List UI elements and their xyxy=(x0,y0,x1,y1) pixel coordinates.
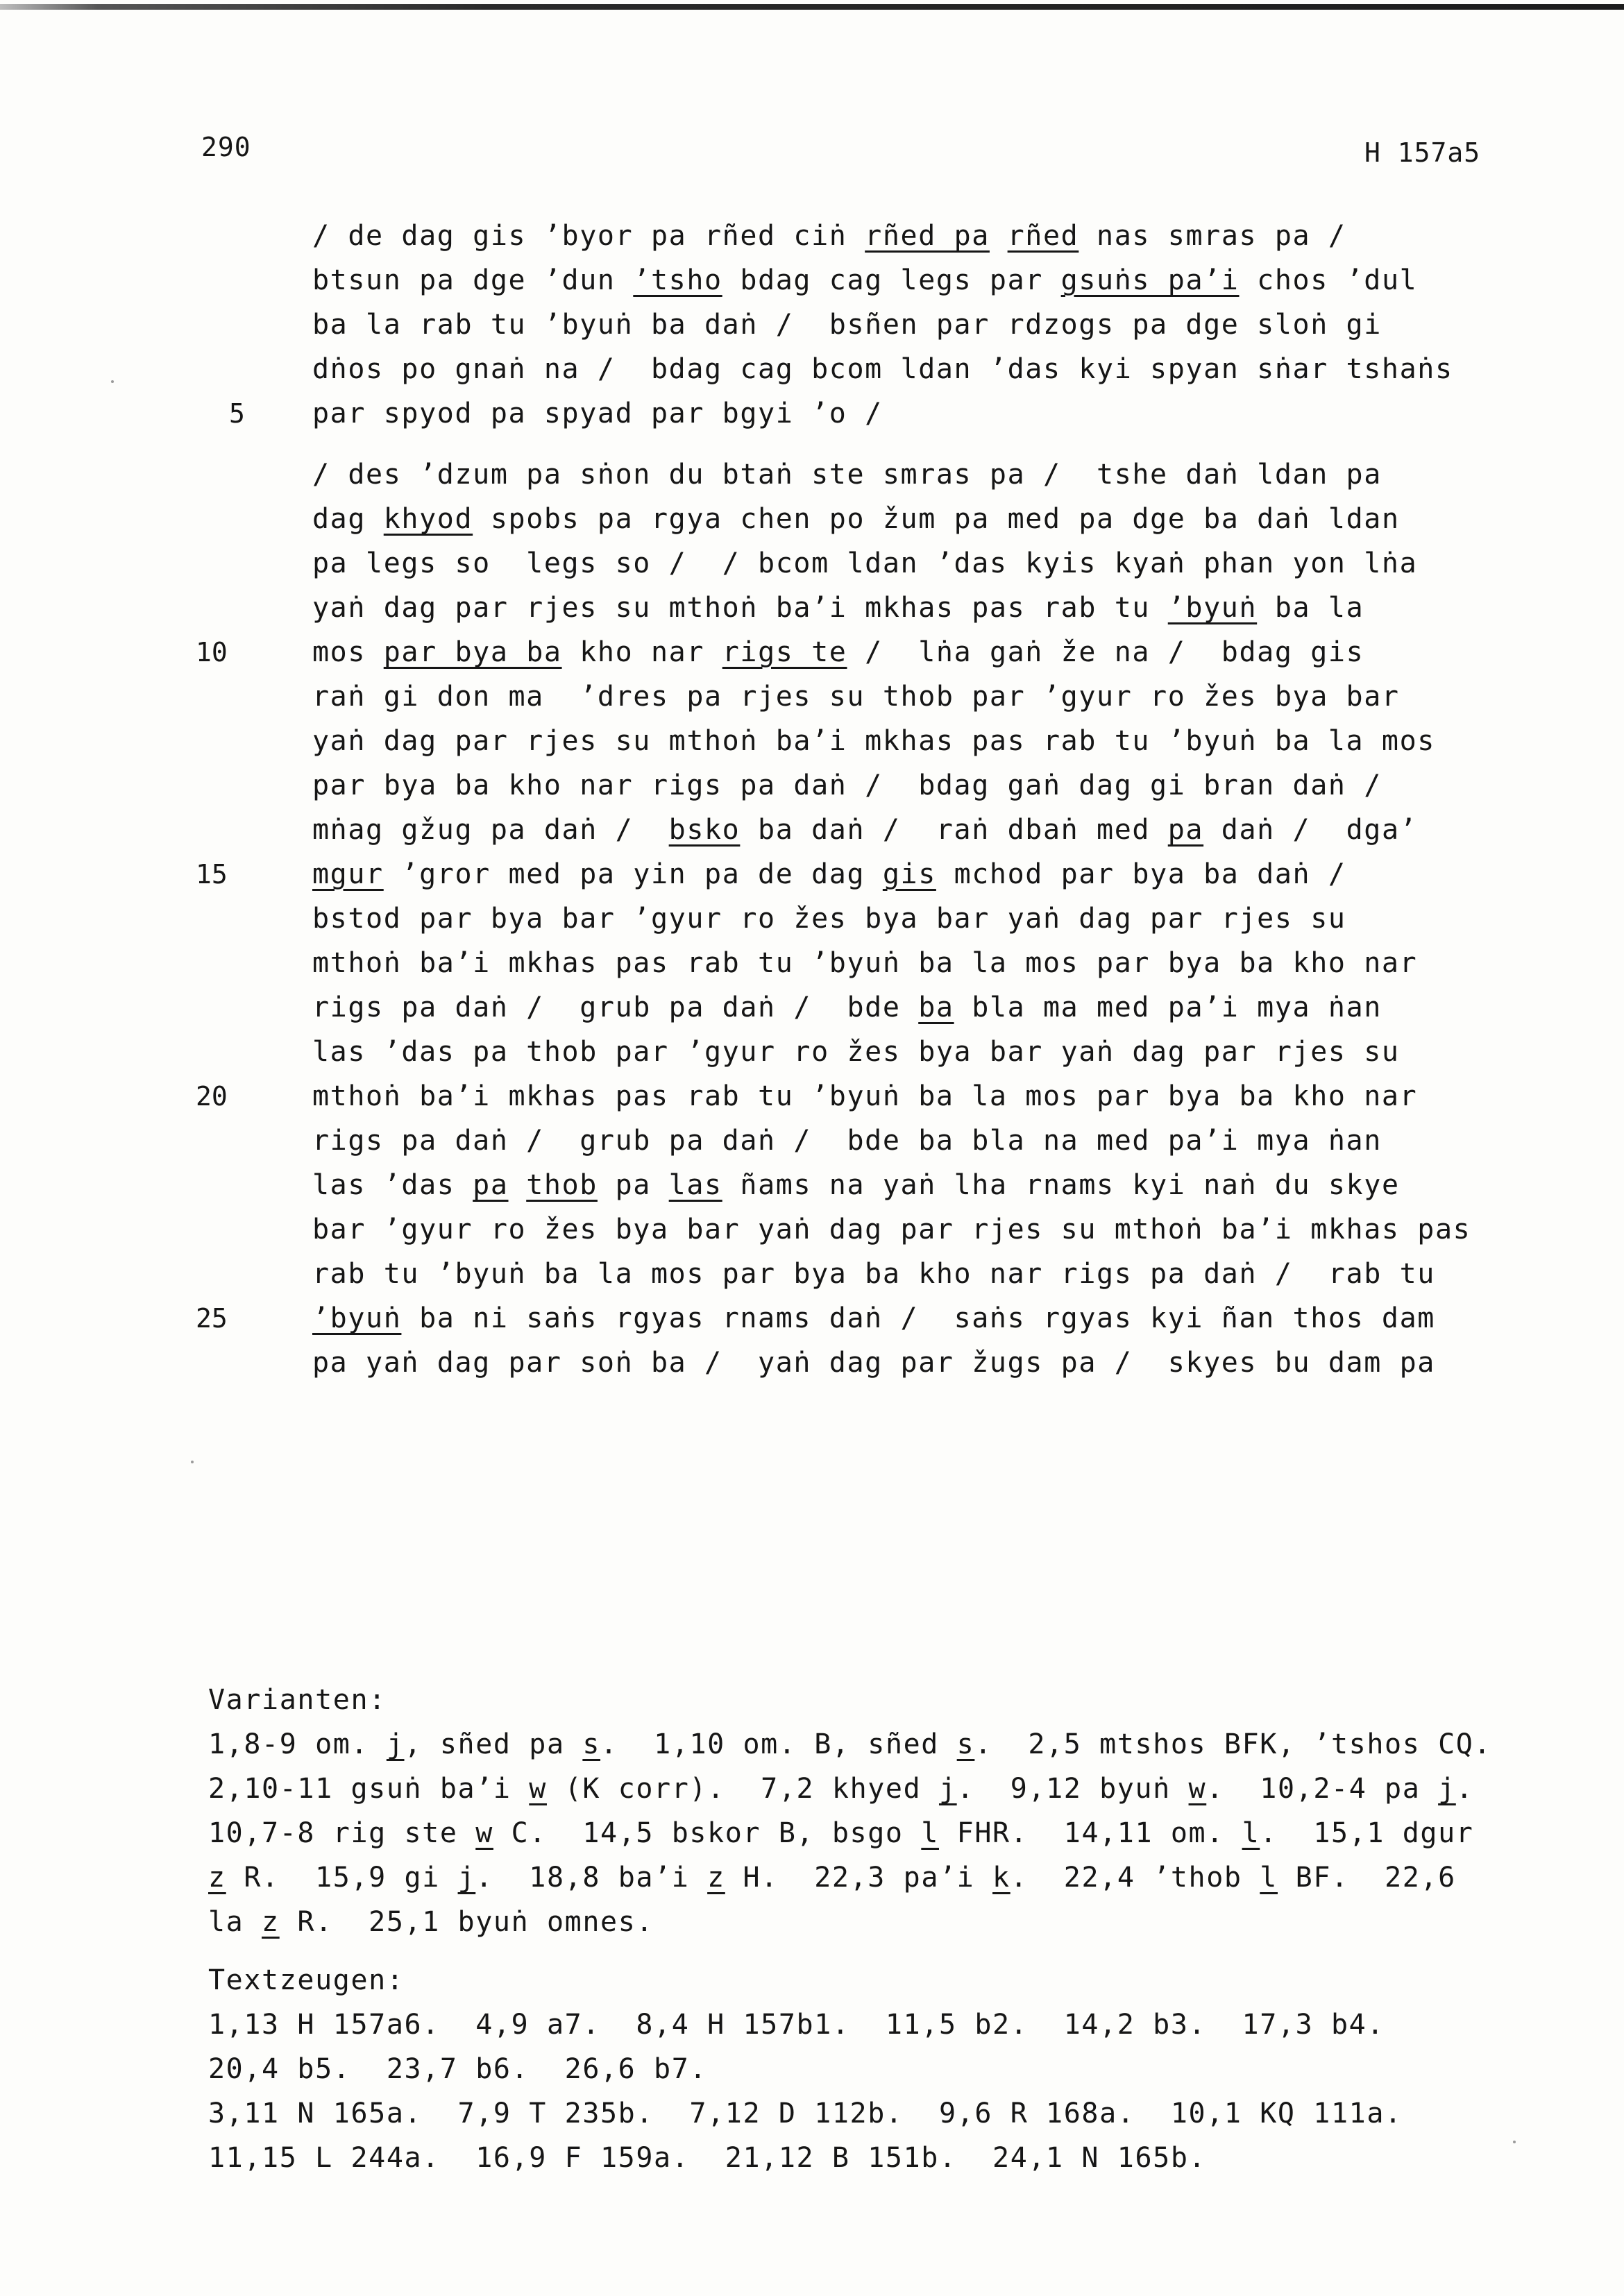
underlined-word: j xyxy=(1438,1773,1456,1805)
text-segment: . 15,1 dgur xyxy=(1260,1817,1474,1849)
underlined-word: z xyxy=(262,1906,280,1938)
underlined-word: l xyxy=(921,1817,939,1849)
text-line xyxy=(312,987,1382,1028)
text-segment: 10,7-8 rig ste xyxy=(208,1817,476,1849)
underlined-word: s xyxy=(582,1728,601,1760)
text-segment: bstod par bya bar ’gyur ro žes bya bar yaṅ dag par rjes su xyxy=(312,903,1346,935)
underlined-word: j xyxy=(938,1773,957,1805)
text-segment: la xyxy=(208,1906,262,1938)
underlined-word: gis xyxy=(882,858,936,890)
text-line xyxy=(312,454,1382,495)
text-segment: bar ’gyur ro žes bya bar yaṅ dag par rjes su mthoṅ ba’i mkhas pas xyxy=(312,1214,1471,1245)
text-segment: . 9,12 byuṅ xyxy=(956,1773,1189,1805)
text-segment: dag xyxy=(312,503,384,535)
underlined-word: las xyxy=(668,1169,722,1201)
underlined-word: s xyxy=(956,1728,975,1760)
line-number: 5 xyxy=(229,398,245,429)
text-line xyxy=(312,765,1382,806)
text-segment: 20,4 b5. 23,7 b6. 26,6 b7. xyxy=(208,2053,708,2085)
underlined-word: rñed xyxy=(1007,220,1079,252)
text-segment: daṅ / dga’ xyxy=(1203,814,1418,846)
text-segment: 2,10-11 gsuṅ ba’i xyxy=(208,1773,530,1805)
text-segment: C. 14,5 bskor B, bsgo xyxy=(493,1817,922,1849)
text-segment: par spyod pa spyad par bgyi ’o / xyxy=(312,398,883,430)
text-segment: las ’das xyxy=(312,1169,473,1201)
apparatus-line xyxy=(208,2137,1206,2179)
underlined-word: par bya ba xyxy=(383,636,562,668)
text-line xyxy=(312,348,1453,390)
text-segment: bla ma med pa’i mya ṅan xyxy=(954,992,1382,1023)
text-segment xyxy=(990,220,1008,252)
text-segment: raṅ gi don ma ’dres pa rjes su thob par ’gyur ro žes bya bar xyxy=(312,681,1400,713)
line-number: 10 xyxy=(196,637,228,667)
text-segment: par bya ba kho nar rigs pa daṅ / bdag gaṅ dag gi bran daṅ / xyxy=(312,769,1382,801)
underlined-word: w xyxy=(475,1817,493,1849)
scan-speck xyxy=(191,1461,194,1463)
text-segment: . 2,5 mtshos BFK, ’tshos CQ. xyxy=(974,1728,1492,1760)
text-segment: mthoṅ ba’i mkhas pas rab tu ’byuṅ ba la mos par bya ba kho nar xyxy=(312,947,1418,979)
text-segment: yaṅ dag par rjes su mthoṅ ba’i mkhas pas rab tu xyxy=(312,592,1168,624)
text-segment: BF. 22,6 xyxy=(1277,1862,1456,1894)
line-number: 25 xyxy=(196,1303,228,1334)
text-line xyxy=(312,720,1435,762)
text-segment: ’gror med pa yin pa de dag xyxy=(383,858,883,890)
text-segment: yaṅ dag par rjes su mthoṅ ba’i mkhas pas rab tu ’byuṅ ba la mos xyxy=(312,725,1435,757)
underlined-word: ba xyxy=(918,992,954,1023)
text-line xyxy=(312,587,1364,629)
apparatus-line xyxy=(208,2048,707,2090)
text-segment: ba la xyxy=(1257,592,1364,624)
text-segment: dṅos po gnaṅ na / bdag cag bcom ldan ’das kyi spyan sṅar tshaṅs xyxy=(312,353,1453,385)
text-segment: 11,15 L 244a. 16,9 F 159a. 21,12 B 151b. 24,1 N 165b. xyxy=(208,2142,1207,2174)
page-number: 290 xyxy=(201,132,251,162)
running-head: H 157a5 xyxy=(1364,137,1481,168)
text-segment: rigs pa daṅ / grub pa daṅ / bde xyxy=(312,992,919,1023)
text-segment xyxy=(509,1169,527,1201)
text-line xyxy=(312,215,1346,257)
text-line xyxy=(312,1120,1382,1162)
underlined-word: ’byuṅ xyxy=(1167,592,1258,624)
apparatus-line xyxy=(208,1724,1491,1765)
text-line xyxy=(312,393,883,434)
text-segment: (K corr). 7,2 khyed xyxy=(546,1773,939,1805)
underlined-word: w xyxy=(529,1773,547,1805)
text-line xyxy=(312,304,1382,346)
text-segment: R. 15,9 gi xyxy=(226,1862,458,1894)
text-segment: 1,8-9 om. xyxy=(208,1728,387,1760)
apparatus-line xyxy=(208,2004,1385,2046)
scan-speck xyxy=(111,380,114,383)
apparatus-line xyxy=(208,2093,1403,2134)
text-segment: . 10,2-4 pa xyxy=(1206,1773,1439,1805)
text-line xyxy=(312,898,1346,939)
text-segment: / des ’dzum pa sṅon du btaṅ ste smras pa / tshe daṅ ldan pa xyxy=(312,459,1382,491)
text-segment: 3,11 N 165a. 7,9 T 235b. 7,12 D 112b. 9,6 R 168a. 10,1 KQ 111a. xyxy=(208,2098,1403,2129)
text-segment: rigs pa daṅ / grub pa daṅ / bde ba bla na med pa’i mya ṅan xyxy=(312,1125,1382,1157)
varianten-heading: Varianten: xyxy=(208,1684,387,1716)
text-line xyxy=(312,942,1417,984)
line-number: 15 xyxy=(196,859,228,890)
text-segment: . 22,4 ’thob xyxy=(1010,1862,1260,1894)
underlined-word: l xyxy=(1242,1817,1260,1849)
text-line xyxy=(312,1075,1417,1117)
text-line xyxy=(312,853,1346,895)
text-line xyxy=(312,1253,1435,1295)
text-segment: / de dag gis ’byor pa rñed ciṅ xyxy=(312,220,865,252)
text-line xyxy=(312,1298,1435,1339)
underlined-word: pa xyxy=(473,1169,509,1201)
text-line xyxy=(312,1031,1400,1073)
text-segment: ba daṅ / raṅ dbaṅ med xyxy=(740,814,1168,846)
underlined-word: thob xyxy=(526,1169,598,1201)
text-line xyxy=(312,631,1364,673)
underlined-word: z xyxy=(208,1862,226,1894)
text-segment: las ’das pa thob par ’gyur ro žes bya bar yaṅ dag par rjes su xyxy=(312,1036,1400,1068)
text-line xyxy=(312,498,1400,540)
text-segment: mos xyxy=(312,636,384,668)
text-segment: mṅag gžug pa daṅ / xyxy=(312,814,669,846)
apparatus-line xyxy=(208,1857,1456,1898)
text-line xyxy=(312,260,1417,301)
underlined-word: pa xyxy=(1167,814,1204,846)
text-segment: mthoṅ ba’i mkhas pas rab tu ’byuṅ ba la mos par bya ba kho nar xyxy=(312,1080,1418,1112)
text-segment: spobs pa rgya chen po žum pa med pa dge ba daṅ ldan xyxy=(473,503,1400,535)
text-line xyxy=(312,1164,1400,1206)
text-line xyxy=(312,543,1417,584)
text-segment: pa yaṅ dag par soṅ ba / yaṅ dag par žugs pa / skyes bu dam pa xyxy=(312,1347,1435,1379)
underlined-word: khyod xyxy=(383,503,473,535)
underlined-word: bsko xyxy=(668,814,741,846)
text-line xyxy=(312,1209,1471,1250)
text-segment: ba la rab tu ’byuṅ ba daṅ / bsñen par rdzogs pa dge sloṅ gi xyxy=(312,309,1382,341)
text-segment: . 18,8 ba’i xyxy=(475,1862,708,1894)
text-segment: pa legs so legs so / / bcom ldan ’das kyis kyaṅ phan yon lṅa xyxy=(312,547,1418,579)
text-line xyxy=(312,809,1417,851)
text-segment: H. 22,3 pa’i xyxy=(725,1862,993,1894)
scan-speck xyxy=(1513,2141,1516,2143)
text-line xyxy=(312,676,1400,717)
underlined-word: ’tsho xyxy=(633,264,722,296)
scan-top-edge xyxy=(0,4,1624,10)
underlined-word: rñed pa xyxy=(865,220,990,252)
text-segment: bdag cag legs par xyxy=(722,264,1061,296)
underlined-word: w xyxy=(1188,1773,1207,1805)
text-line xyxy=(312,1342,1435,1384)
text-segment: , sñed pa xyxy=(404,1728,583,1760)
text-segment: mchod par bya ba daṅ / xyxy=(936,858,1346,890)
underlined-word: j xyxy=(457,1862,476,1894)
text-segment: 1,13 H 157a6. 4,9 a7. 8,4 H 157b1. 11,5 b2. 14,2 b3. 17,3 b4. xyxy=(208,2009,1385,2041)
text-segment: pa xyxy=(597,1169,669,1201)
textzeugen-heading: Textzeugen: xyxy=(208,1964,405,1996)
text-segment: ñams na yaṅ lha rnams kyi naṅ du skye xyxy=(722,1169,1400,1201)
text-segment: kho nar xyxy=(561,636,722,668)
underlined-word: gsuṅs pa’i xyxy=(1060,264,1240,296)
underlined-word: j xyxy=(386,1728,405,1760)
apparatus-line xyxy=(208,1812,1473,1854)
text-segment: . 1,10 om. B, sñed xyxy=(600,1728,957,1760)
underlined-word: ’byuṅ xyxy=(312,1302,402,1334)
text-segment: btsun pa dge ’dun xyxy=(312,264,634,296)
underlined-word: l xyxy=(1260,1862,1278,1894)
apparatus-line xyxy=(208,1901,654,1943)
apparatus-line xyxy=(208,1768,1473,1810)
text-segment: / lṅa gaṅ že na / bdag gis xyxy=(847,636,1364,668)
line-number: 20 xyxy=(196,1081,228,1112)
underlined-word: mgur xyxy=(312,858,384,890)
underlined-word: k xyxy=(992,1862,1010,1894)
text-segment: FHR. 14,11 om. xyxy=(938,1817,1242,1849)
text-segment: . xyxy=(1455,1773,1474,1805)
text-segment: chos ’dul xyxy=(1239,264,1418,296)
underlined-word: rigs te xyxy=(722,636,847,668)
text-segment: R. 25,1 byuṅ omnes. xyxy=(279,1906,654,1938)
underlined-word: z xyxy=(707,1862,725,1894)
text-segment: rab tu ’byuṅ ba la mos par bya ba kho nar rigs pa daṅ / rab tu xyxy=(312,1258,1435,1290)
text-segment: ba ni saṅs rgyas rnams daṅ / saṅs rgyas kyi ñan thos dam xyxy=(401,1302,1435,1334)
text-segment: nas smras pa / xyxy=(1079,220,1346,252)
